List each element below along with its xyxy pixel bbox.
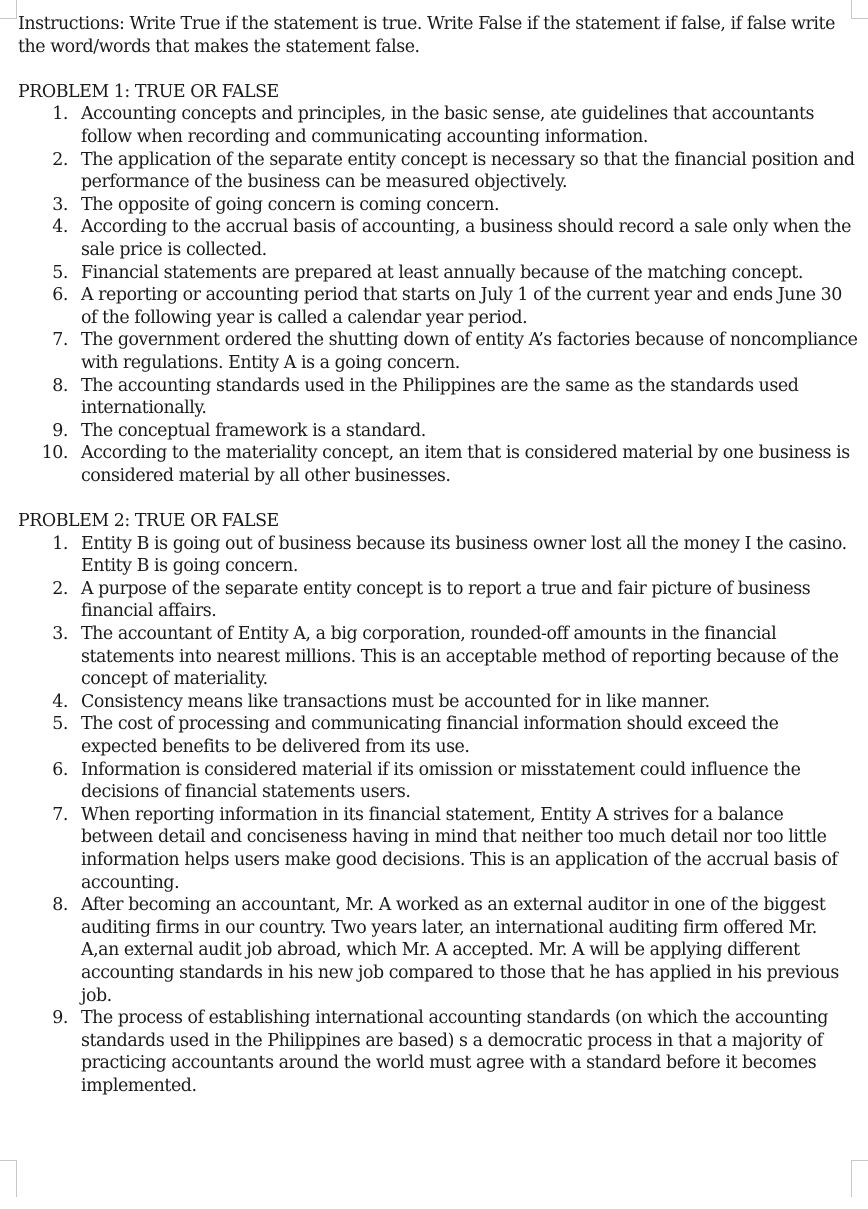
- item-text: A purpose of the separate entity concept is to report a true and fair picture of business financial affairs.: [81, 578, 811, 622]
- list-item: [18, 533, 858, 578]
- item-number: 4.: [52, 691, 68, 712]
- page-corner-mark: [0, 1160, 17, 1197]
- item-text: The accountant of Entity A, a big corporation, rounded-off amounts in the financial statements into nearest millions. This is an acceptable method of reporting because of the concept of materiality.: [81, 624, 839, 690]
- list-item: [18, 804, 858, 894]
- item-text: According to the materiality concept, an item that is considered material by one business is considered material by all other businesses.: [81, 443, 850, 486]
- item-number: 2.: [52, 578, 68, 599]
- item-text: Financial statements are prepared at least annually because of the matching concept.: [81, 262, 803, 283]
- list-item: [18, 420, 858, 443]
- item-text: Consistency means like transactions must be accounted for in like manner.: [81, 691, 710, 712]
- list-item: [18, 442, 858, 487]
- problem-2-title: PROBLEM 2: TRUE OR FALSE: [18, 511, 279, 532]
- list-item: [18, 578, 858, 623]
- item-number: 1.: [52, 533, 68, 554]
- list-item: [18, 759, 858, 804]
- problem-1-list: [18, 103, 858, 487]
- item-text: According to the accrual basis of accounting, a business should record a sale only when the sale price is collected.: [81, 217, 851, 260]
- list-item: [18, 194, 858, 217]
- document-body: [18, 13, 858, 1098]
- list-item: [18, 216, 858, 261]
- list-item: [18, 691, 858, 714]
- item-text: The cost of processing and communicating financial information should exceed the expected benefits to be delivered from its use.: [81, 714, 779, 757]
- item-text: When reporting information in its financial statement, Entity A strives for a balance between detail and conciseness having in mind that neither too much detail nor too little information helps users make good decisions. This is an application of the accrual basis of accounting.: [81, 804, 838, 893]
- problem-1-section: [18, 81, 858, 488]
- item-text: The application of the separate entity concept is necessary so that the financial position and performance of the business can be measured objectively.: [81, 149, 855, 193]
- list-item: [18, 329, 858, 374]
- item-number: 6.: [52, 285, 68, 306]
- page-corner-mark: [0, 0, 17, 19]
- item-text: Entity B is going out of business because its business owner lost all the money I the casino. Entity B is going concern.: [81, 533, 847, 577]
- item-text: The process of establishing international accounting standards (on which the accounting standards used in the Philippines are based) s a democratic process in that a majority of practicing accountants around the world must agree with a standard before it becomes implemented.: [81, 1008, 828, 1096]
- item-text: The government ordered the shutting down of entity A’s factories because of noncompliance with regulations. Entity A is a going concern.: [81, 330, 858, 373]
- item-number: 7.: [52, 804, 68, 825]
- item-number: 1.: [52, 104, 68, 125]
- problem-2-section: [18, 510, 858, 1097]
- list-item: [18, 623, 858, 691]
- item-number: 5.: [52, 714, 68, 735]
- item-text: Accounting concepts and principles, in the basic sense, ate guidelines that accountants follow when recording and communicating accounting information.: [81, 104, 814, 147]
- item-number: 8.: [52, 375, 68, 396]
- list-item: [18, 262, 858, 285]
- item-number: 2.: [52, 149, 68, 170]
- item-text: A reporting or accounting period that starts on July 1 of the current year and ends June 30 of the following year is called a calendar year period.: [81, 285, 842, 328]
- list-item: [18, 894, 858, 1007]
- list-item: [18, 375, 858, 420]
- item-number: 5.: [52, 262, 68, 283]
- item-number: 7.: [52, 330, 68, 351]
- list-item: [18, 713, 858, 758]
- problem-1-title: PROBLEM 1: TRUE OR FALSE: [18, 81, 279, 102]
- list-item: [18, 1007, 858, 1097]
- list-item: [18, 103, 858, 148]
- item-text: After becoming an accountant, Mr. A worked as an external auditor in one of the biggest auditing firms in our country. Two years later, an international auditing firm offered Mr. A,an external audit job abroad, which Mr. A accepted. Mr. A will be applying different accounting standards in his new job compared to those that he has applied in his previous job.: [81, 895, 839, 1006]
- item-text: Information is considered material if its omission or misstatement could influence the decisions of financial statements users.: [81, 759, 801, 803]
- list-item: [18, 149, 858, 194]
- item-text: The opposite of going concern is coming concern.: [81, 194, 500, 215]
- item-number: 10.: [41, 443, 68, 464]
- list-item: [18, 284, 858, 329]
- instructions-text: Instructions: Write True if the statement is true. Write False if the statement if false, if false write the word/words that makes the statement false.: [18, 14, 835, 57]
- item-number: 8.: [52, 895, 68, 916]
- item-number: 6.: [52, 759, 68, 780]
- item-number: 4.: [52, 217, 68, 238]
- problem-2-list: [18, 533, 858, 1098]
- item-number: 3.: [52, 624, 68, 645]
- item-number: 3.: [52, 194, 68, 215]
- item-text: The accounting standards used in the Philippines are the same as the standards used internationally.: [81, 375, 799, 419]
- item-number: 9.: [52, 1008, 68, 1029]
- item-number: 9.: [52, 420, 68, 441]
- item-text: The conceptual framework is a standard.: [81, 420, 426, 441]
- page-corner-mark: [851, 1160, 868, 1197]
